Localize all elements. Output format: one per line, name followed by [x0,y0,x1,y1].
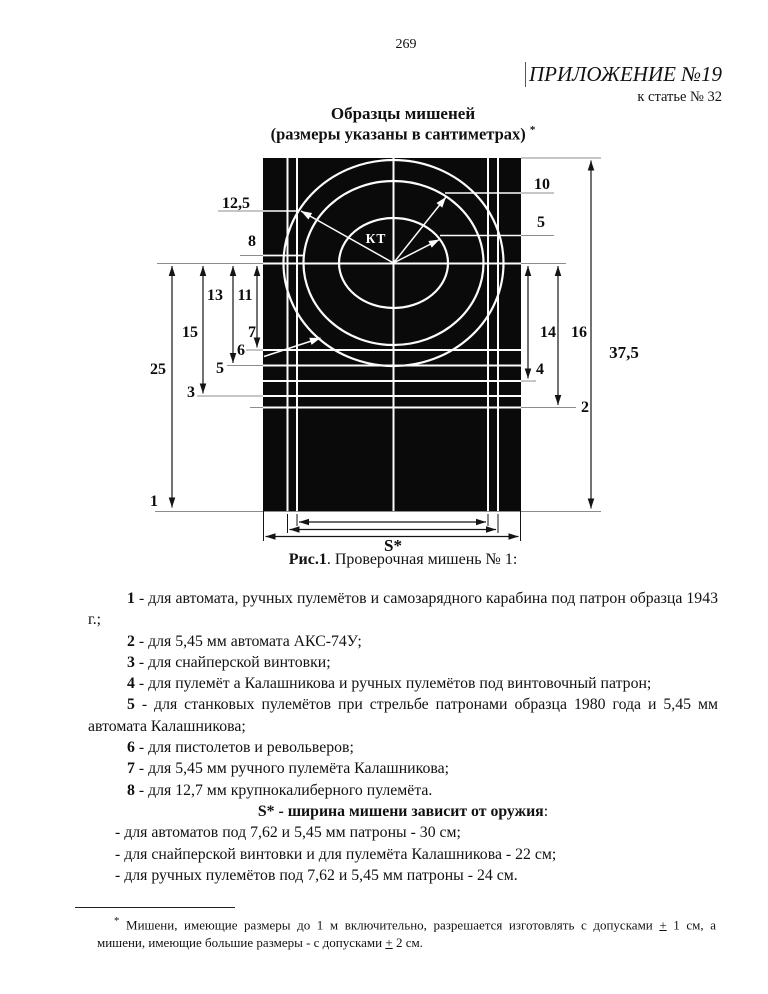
dim-label-7: 7 [248,324,256,341]
dim-label-12-5: 12,5 [222,195,250,212]
legend-item-1 [88,588,718,631]
footnote-plusminus-2: + [385,934,393,950]
width-bullet-2: - для снайперской винтовки и для пулемёта Калашникова - 22 см; [115,845,557,863]
legend-item-2 [88,631,718,652]
legend-item-7 [88,758,718,779]
legend-item-text: - для 5,45 мм ручного пулемёта Калашникова; [134,760,450,778]
title-line2-text: (размеры указаны в сантиметрах) [270,124,526,144]
dim-label-37-5: 37,5 [609,343,639,362]
dim-label-1: 1 [150,493,158,510]
figure-caption [88,551,718,569]
legend-item-number: 8 [127,781,135,799]
legend-item-text: - для автомата, ручных пулемётов и самозарядного карабина под патрон образца 1943 г.; [88,590,718,629]
dim-label-3: 3 [187,384,195,401]
center-mark-label: КТ [365,231,387,246]
legend-item-6 [88,737,718,758]
dim-label-14: 14 [540,324,556,341]
legend-item-number: 3 [127,653,135,671]
legend-item-3 [88,652,718,673]
legend-item-number: 2 [127,632,135,650]
legend-item-text: - для пистолетов и револьверов; [134,739,354,757]
footnote-text-2: 1 см, а мишени, имеющие большие размеры - с допусками [97,917,716,950]
width-bullet-3: - для ручных пулемётов под 7,62 и 5,45 мм патроны - 24 см. [115,866,518,884]
dim-label-10: 10 [534,176,550,193]
legend-item-text: - для пулемёт а Калашникова и ручных пулемётов под винтовочный патрон; [134,675,652,693]
footnote-plusminus-1: + [659,917,667,933]
legend-item-number: 7 [127,760,135,778]
footnote-text-3: 2 см. [392,934,423,950]
dim-label-25: 25 [150,361,166,378]
legend-item-5 [88,694,718,737]
dim-label-4: 4 [536,361,544,378]
article-reference: к статье № 32 [637,89,722,105]
dim-label-6: 6 [237,342,245,359]
footnote-text-1: Мишени, имеющие размеры до 1 м включительно, разрешается изготовлять с допусками [119,917,660,933]
title-asterisk: * [529,124,536,136]
doc-title-line1: Образцы мишеней [330,104,476,123]
legend-item-text: - для 12,7 мм крупнокалиберного пулемёта. [134,781,433,799]
legend-text-block [88,588,718,886]
dim-label-13: 13 [207,287,223,304]
dim-label-15: 15 [182,324,198,341]
caption-text: . Проверочная мишень № 1: [326,551,518,568]
legend-item-text: - для снайперской винтовки; [134,653,331,671]
s-width-heading-bold: S* - ширина мишени зависит от оружия [257,802,544,820]
legend-item-number: 4 [127,675,135,693]
footnote [97,913,716,951]
dim-label-8: 8 [248,233,256,250]
dim-label-2: 2 [581,399,589,416]
legend-item-number: 6 [127,739,135,757]
legend-item-4 [88,673,718,694]
legend-item-text: - для 5,45 мм автомата АКС-74У; [134,632,362,650]
legend-item-text: - для станковых пулемётов при стрельбе патронами образца 1980 года и 5,45 мм автомата Калашникова; [88,696,718,735]
footnote-separator [75,907,235,908]
width-bullet-1: - для автоматов под 7,62 и 5,45 мм патроны - 30 см; [115,824,461,842]
legend-item-8 [88,780,718,801]
legend-item-number: 1 [127,590,135,607]
dim-label-5-right: 5 [537,214,545,231]
caption-figure-number: Рис.1 [288,551,327,568]
s-width-heading [88,801,718,822]
footnote-asterisk: * [114,915,120,927]
width-label-s: S* [384,536,402,555]
s-width-heading-colon: : [543,802,549,820]
dim-label-5-left: 5 [216,360,224,377]
dim-label-11: 11 [237,287,253,304]
dim-label-16: 16 [571,324,587,341]
page-number: 269 [395,37,417,52]
appendix-text: ПРИЛОЖЕНИЕ №19 [525,62,722,87]
legend-item-number: 5 [127,696,135,714]
